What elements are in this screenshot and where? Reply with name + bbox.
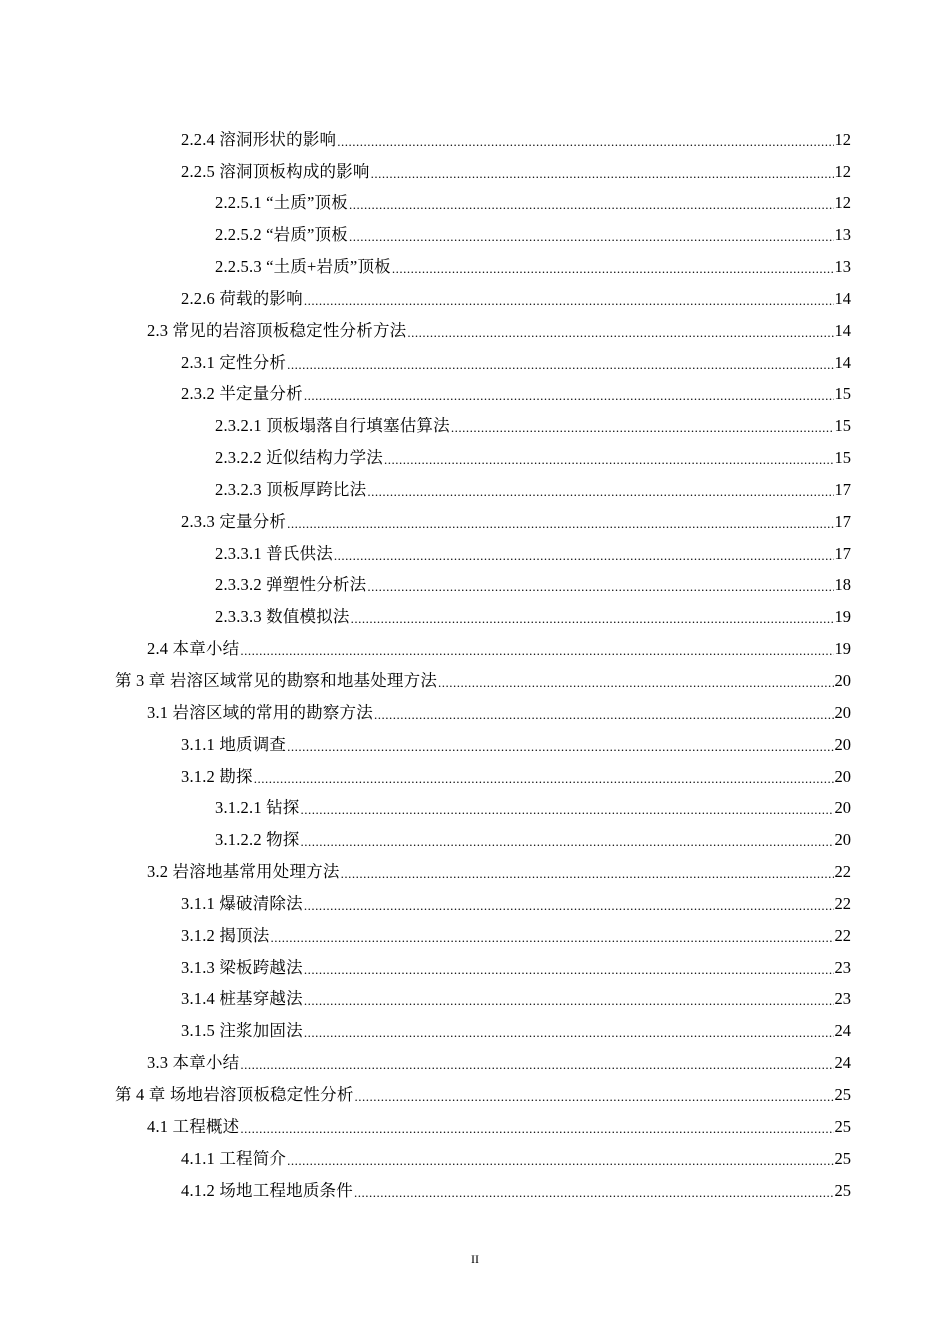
toc-entry-title: 3.1.4 桩基穿越法 xyxy=(181,989,303,1009)
toc-dot-leader xyxy=(384,451,834,468)
toc-entry-page-number: 25 xyxy=(834,1116,851,1136)
toc-dot-leader xyxy=(301,833,834,850)
toc-entry[interactable] xyxy=(0,188,950,220)
toc-entry[interactable] xyxy=(0,1016,950,1048)
toc-dot-leader xyxy=(349,228,834,245)
toc-entry-page-number: 17 xyxy=(834,543,851,563)
toc-entry[interactable] xyxy=(0,856,950,888)
toc-entry-page-number: 19 xyxy=(834,607,851,627)
toc-dot-leader xyxy=(341,865,834,882)
toc-entry-title: 2.2.5.1 “土质”顶板 xyxy=(215,193,348,213)
toc-entry-page-number: 20 xyxy=(834,671,851,691)
toc-entry-page-number: 12 xyxy=(834,161,851,181)
table-of-contents xyxy=(0,124,950,1207)
toc-entry[interactable] xyxy=(0,124,950,156)
toc-entry-page-number: 18 xyxy=(834,575,851,595)
toc-entry-title: 2.2.5.2 “岩质”顶板 xyxy=(215,225,348,245)
toc-entry[interactable] xyxy=(0,888,950,920)
toc-entry[interactable] xyxy=(0,793,950,825)
toc-dot-leader xyxy=(301,801,834,818)
toc-dot-leader xyxy=(240,1120,833,1137)
toc-dot-leader xyxy=(304,292,834,309)
toc-entry-title: 2.3.1 定性分析 xyxy=(181,352,287,372)
toc-entry-page-number: 20 xyxy=(834,702,851,722)
toc-dot-leader xyxy=(304,992,834,1009)
toc-entry-title: 第 3 章 岩溶区域常见的勘察和地基处理方法 xyxy=(115,671,438,691)
toc-dot-leader xyxy=(451,419,834,436)
toc-entry[interactable] xyxy=(0,570,950,602)
toc-dot-leader xyxy=(371,165,834,182)
toc-dot-leader xyxy=(392,260,834,277)
toc-dot-leader xyxy=(354,1184,834,1201)
toc-entry-title: 2.3.3.1 普氏供法 xyxy=(215,543,333,563)
toc-entry[interactable] xyxy=(0,283,950,315)
page-number: II xyxy=(471,1252,479,1266)
toc-entry-page-number: 23 xyxy=(834,989,851,1009)
toc-entry[interactable] xyxy=(0,1143,950,1175)
toc-entry-title: 2.2.5.3 “土质+岩质”顶板 xyxy=(215,257,391,277)
toc-entry-page-number: 15 xyxy=(834,448,851,468)
toc-entry-title: 3.1.3 梁板跨越法 xyxy=(181,957,303,977)
toc-entry[interactable] xyxy=(0,379,950,411)
toc-entry-title: 2.2.5 溶洞顶板构成的影响 xyxy=(181,161,370,181)
toc-entry-title: 2.3.2.1 顶板塌落自行填塞估算法 xyxy=(215,416,450,436)
toc-entry[interactable] xyxy=(0,920,950,952)
toc-entry[interactable] xyxy=(0,665,950,697)
toc-dot-leader xyxy=(287,515,833,532)
toc-entry-page-number: 20 xyxy=(834,734,851,754)
toc-dot-leader xyxy=(254,770,834,787)
toc-entry-page-number: 15 xyxy=(834,384,851,404)
toc-entry-title: 3.1.2 勘探 xyxy=(181,766,253,786)
toc-entry[interactable] xyxy=(0,411,950,443)
toc-dot-leader xyxy=(240,642,833,659)
toc-entry-page-number: 17 xyxy=(834,511,851,531)
toc-entry-page-number: 24 xyxy=(834,1053,851,1073)
toc-entry[interactable] xyxy=(0,1079,950,1111)
toc-entry-title: 2.3 常见的岩溶顶板稳定性分析方法 xyxy=(147,320,407,340)
toc-entry-title: 4.1.1 工程简介 xyxy=(181,1148,287,1168)
toc-entry-page-number: 12 xyxy=(834,193,851,213)
toc-dot-leader xyxy=(351,610,834,627)
toc-entry-title: 3.2 岩溶地基常用处理方法 xyxy=(147,862,340,882)
toc-entry-title: 2.2.6 荷载的影响 xyxy=(181,288,303,308)
toc-entry-title: 3.3 本章小结 xyxy=(147,1053,240,1073)
toc-entry[interactable] xyxy=(0,220,950,252)
toc-entry-title: 3.1 岩溶区域的常用的勘察方法 xyxy=(147,702,373,722)
toc-entry[interactable] xyxy=(0,474,950,506)
toc-entry-title: 3.1.5 注浆加固法 xyxy=(181,1021,303,1041)
toc-entry-title: 3.1.2.1 钻探 xyxy=(215,798,300,818)
toc-entry-page-number: 12 xyxy=(834,129,851,149)
toc-entry-page-number: 13 xyxy=(834,225,851,245)
toc-dot-leader xyxy=(355,1088,834,1105)
toc-dot-leader xyxy=(304,387,834,404)
toc-dot-leader xyxy=(349,196,834,213)
toc-entry-page-number: 19 xyxy=(834,639,851,659)
toc-dot-leader xyxy=(304,1024,834,1041)
toc-entry[interactable] xyxy=(0,952,950,984)
toc-entry-title: 2.3.2.2 近似结构力学法 xyxy=(215,448,383,468)
toc-entry-page-number: 20 xyxy=(834,830,851,850)
toc-dot-leader xyxy=(270,929,833,946)
toc-entry[interactable] xyxy=(0,442,950,474)
toc-entry-title: 2.3.3.3 数值模拟法 xyxy=(215,607,350,627)
toc-entry-title: 2.3.2 半定量分析 xyxy=(181,384,303,404)
toc-entry[interactable] xyxy=(0,1047,950,1079)
toc-entry-title: 3.1.2.2 物探 xyxy=(215,830,300,850)
toc-entry-page-number: 20 xyxy=(834,766,851,786)
toc-entry-title: 2.3.3.2 弹塑性分析法 xyxy=(215,575,367,595)
toc-entry[interactable] xyxy=(0,602,950,634)
toc-entry[interactable] xyxy=(0,156,950,188)
toc-entry-page-number: 22 xyxy=(834,925,851,945)
toc-dot-leader xyxy=(287,738,833,755)
toc-entry-title: 3.1.2 揭顶法 xyxy=(181,925,270,945)
toc-entry-page-number: 14 xyxy=(834,320,851,340)
toc-dot-leader xyxy=(367,578,833,595)
toc-dot-leader xyxy=(337,133,833,150)
toc-entry-page-number: 25 xyxy=(834,1084,851,1104)
toc-entry[interactable] xyxy=(0,634,950,666)
toc-entry[interactable] xyxy=(0,984,950,1016)
toc-entry[interactable] xyxy=(0,538,950,570)
toc-entry[interactable] xyxy=(0,251,950,283)
toc-entry-page-number: 24 xyxy=(834,1021,851,1041)
toc-entry-title: 4.1.2 场地工程地质条件 xyxy=(181,1180,353,1200)
toc-dot-leader xyxy=(304,897,834,914)
toc-entry-page-number: 15 xyxy=(834,416,851,436)
toc-entry-page-number: 25 xyxy=(834,1180,851,1200)
toc-entry-title: 2.2.4 溶洞形状的影响 xyxy=(181,129,337,149)
toc-dot-leader xyxy=(240,1056,833,1073)
toc-entry-page-number: 25 xyxy=(834,1148,851,1168)
toc-entry-title: 第 4 章 场地岩溶顶板稳定性分析 xyxy=(115,1084,354,1104)
toc-entry-page-number: 20 xyxy=(834,798,851,818)
toc-entry-page-number: 22 xyxy=(834,893,851,913)
toc-dot-leader xyxy=(287,1152,833,1169)
toc-dot-leader xyxy=(367,483,833,500)
toc-entry-page-number: 14 xyxy=(834,288,851,308)
toc-dot-leader xyxy=(304,961,834,978)
toc-entry[interactable] xyxy=(0,506,950,538)
toc-entry-page-number: 22 xyxy=(834,862,851,882)
toc-dot-leader xyxy=(287,356,833,373)
toc-dot-leader xyxy=(438,674,833,691)
toc-entry-title: 2.4 本章小结 xyxy=(147,639,240,659)
toc-entry-page-number: 23 xyxy=(834,957,851,977)
toc-entry-page-number: 13 xyxy=(834,257,851,277)
toc-entry-title: 3.1.1 爆破清除法 xyxy=(181,893,303,913)
toc-entry[interactable] xyxy=(0,761,950,793)
toc-dot-leader xyxy=(334,547,834,564)
toc-entry-title: 4.1 工程概述 xyxy=(147,1116,240,1136)
toc-entry-title: 3.1.1 地质调查 xyxy=(181,734,287,754)
toc-entry[interactable] xyxy=(0,1111,950,1143)
toc-entry-title: 2.3.2.3 顶板厚跨比法 xyxy=(215,479,367,499)
toc-dot-leader xyxy=(374,706,834,723)
toc-entry[interactable] xyxy=(0,315,950,347)
toc-entry[interactable] xyxy=(0,697,950,729)
toc-entry[interactable] xyxy=(0,729,950,761)
toc-entry-page-number: 14 xyxy=(834,352,851,372)
toc-entry[interactable] xyxy=(0,1175,950,1207)
toc-dot-leader xyxy=(407,324,833,341)
toc-entry[interactable] xyxy=(0,825,950,857)
toc-entry-title: 2.3.3 定量分析 xyxy=(181,511,287,531)
toc-entry-page-number: 17 xyxy=(834,479,851,499)
toc-entry[interactable] xyxy=(0,347,950,379)
